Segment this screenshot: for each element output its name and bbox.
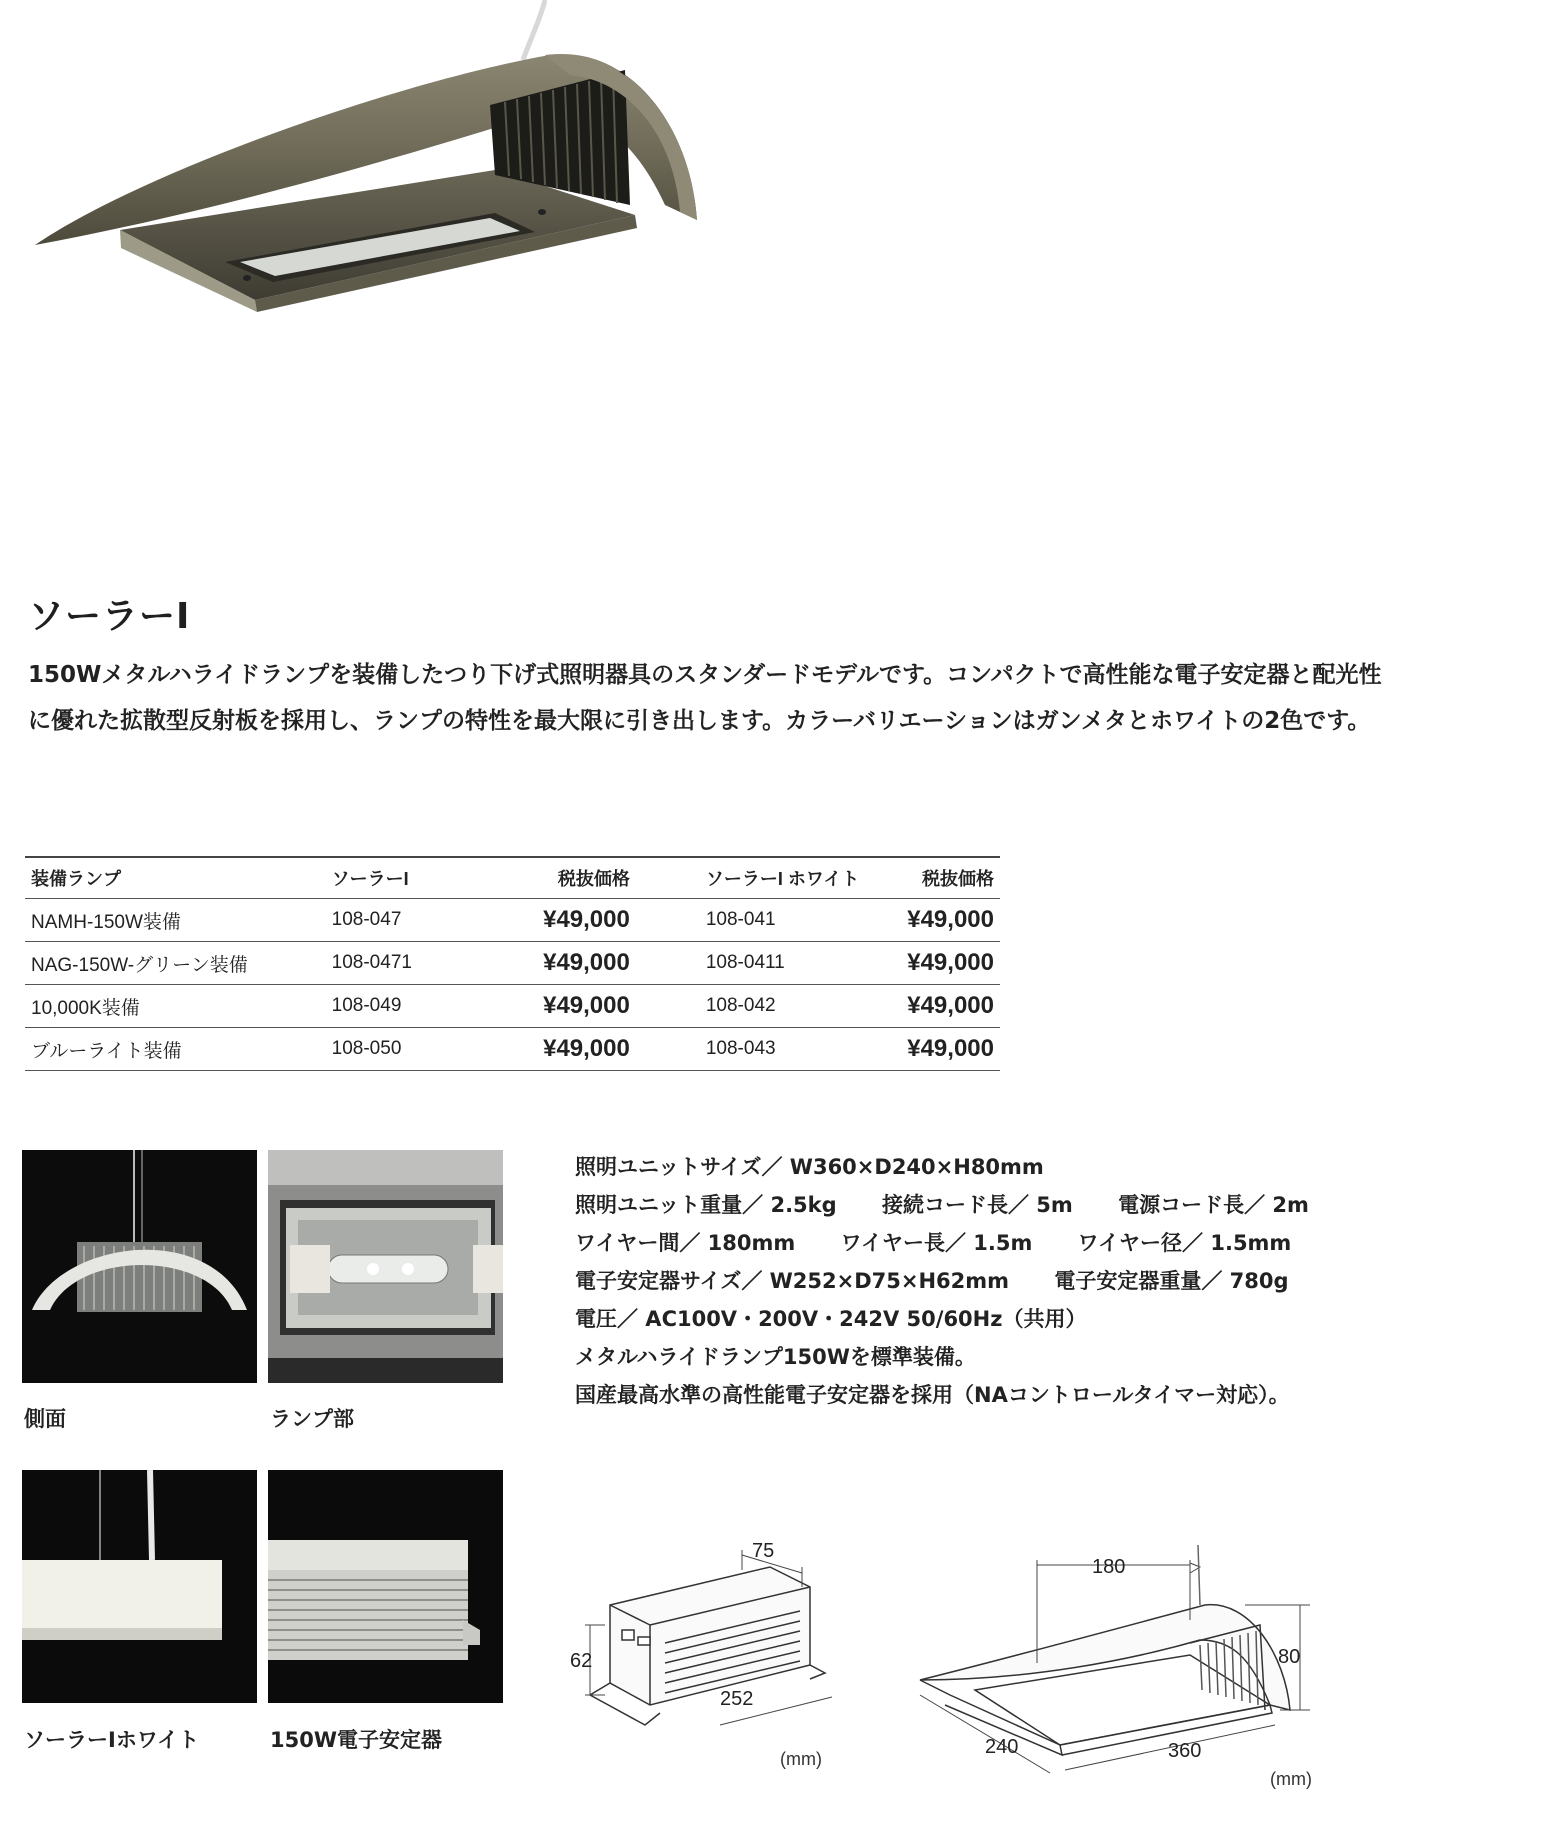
ballast-depth-label: 75: [752, 1540, 775, 1562]
ballast-width-label: 252: [720, 1688, 754, 1710]
model-white-cell: 108-041: [636, 899, 901, 942]
header-price-standard: 税抜価格: [470, 857, 636, 899]
model-cell: 108-049: [326, 985, 470, 1028]
spec-wire-length: ワイヤー長／ 1.5m: [840, 1231, 1033, 1255]
price-white-cell: ¥49,000: [901, 899, 1000, 942]
ballast-dimension-diagram: [570, 1525, 870, 1775]
caption-lamp: ランプ部: [270, 1407, 354, 1431]
model-white-cell: 108-0411: [636, 942, 901, 985]
lamp-depth-label: 240: [985, 1736, 1019, 1758]
price-table-header-row: [25, 857, 1000, 899]
lamp-cell: NAMH-150W装備: [25, 899, 326, 942]
spec-wire-diameter: ワイヤー径／ 1.5mm: [1077, 1231, 1292, 1255]
spec-row-ballast: [575, 1262, 1535, 1300]
caption-white: ソーラーIホワイト: [24, 1728, 200, 1752]
spec-unit-weight: 照明ユニット重量／ 2.5kg: [575, 1193, 837, 1217]
spec-standard-lamp: メタルハライドランプ150Wを標準装備。: [575, 1345, 976, 1369]
spec-power-cord: 電源コード長／ 2m: [1118, 1193, 1309, 1217]
table-row: [25, 1028, 1000, 1071]
product-title: ソーラーI: [28, 596, 191, 637]
description-line-2: に優れた拡散型反射板を採用し、ランプの特性を最大限に引き出します。カラーバリエーションはガンメタとホワイトの2色です。: [28, 708, 1371, 734]
price-cell: ¥49,000: [470, 1028, 636, 1071]
spec-wire-gap: ワイヤー間／ 180mm: [575, 1231, 796, 1255]
header-lamp: 装備ランプ: [25, 857, 326, 899]
ballast-height-label: 62: [570, 1650, 593, 1672]
lamp-height-label: 80: [1278, 1646, 1301, 1668]
spec-ballast-feature: 国産最高水準の高性能電子安定器を採用（NAコントロールタイマー対応）。: [575, 1383, 1290, 1407]
price-table: [25, 856, 1000, 1071]
price-white-cell: ¥49,000: [901, 1028, 1000, 1071]
lamp-unit-label: (mm): [1270, 1769, 1312, 1789]
price-white-cell: ¥49,000: [901, 985, 1000, 1028]
lamp-width-label: 360: [1168, 1740, 1202, 1762]
price-cell: ¥49,000: [470, 985, 636, 1028]
spec-row-weight-cords: [575, 1186, 1535, 1224]
header-model-standard: ソーラーI: [326, 857, 470, 899]
ballast-unit-label: (mm): [780, 1749, 822, 1769]
model-cell: 108-0471: [326, 942, 470, 985]
spec-list: [575, 1148, 1535, 1414]
price-cell: ¥49,000: [470, 942, 636, 985]
spec-ballast-weight: 電子安定器重量／ 780g: [1054, 1269, 1289, 1293]
spec-unit-size: 照明ユニットサイズ／ W360×D240×H80mm: [575, 1155, 1044, 1179]
description-line-1: 150Wメタルハライドランプを装備したつり下げ式照明器具のスタンダードモデルです。コンパクトで高性能な電子安定器と配光性: [28, 662, 1382, 688]
caption-side: 側面: [24, 1407, 66, 1431]
white-model-photo: [22, 1470, 257, 1703]
lamp-cell: 10,000K装備: [25, 985, 326, 1028]
price-cell: ¥49,000: [470, 899, 636, 942]
spec-row-wire: [575, 1224, 1535, 1262]
product-description: [28, 652, 1528, 744]
model-cell: 108-050: [326, 1028, 470, 1071]
table-row: [25, 942, 1000, 985]
lamp-wire-gap-label: 180: [1092, 1556, 1126, 1578]
spec-connect-cord: 接続コード長／ 5m: [881, 1193, 1073, 1217]
table-row: [25, 985, 1000, 1028]
header-price-white: 税抜価格: [901, 857, 1000, 899]
caption-ballast: 150W電子安定器: [270, 1728, 442, 1752]
side-view-photo: [22, 1150, 257, 1383]
lamp-part-photo: [268, 1150, 503, 1383]
ballast-photo: [268, 1470, 503, 1703]
lamp-cell: NAG-150W-グリーン装備: [25, 942, 326, 985]
lamp-cell: ブルーライト装備: [25, 1028, 326, 1071]
lamp-dimension-diagram: [900, 1545, 1320, 1790]
table-row: [25, 899, 1000, 942]
hero-lamp-illustration: [25, 0, 715, 320]
price-white-cell: ¥49,000: [901, 942, 1000, 985]
model-white-cell: 108-043: [636, 1028, 901, 1071]
model-cell: 108-047: [326, 899, 470, 942]
header-model-white: ソーラーI ホワイト: [636, 857, 901, 899]
spec-voltage: 電圧／ AC100V・200V・242V 50/60Hz（共用）: [575, 1307, 1087, 1331]
spec-ballast-size: 電子安定器サイズ／ W252×D75×H62mm: [575, 1269, 1010, 1293]
model-white-cell: 108-042: [636, 985, 901, 1028]
